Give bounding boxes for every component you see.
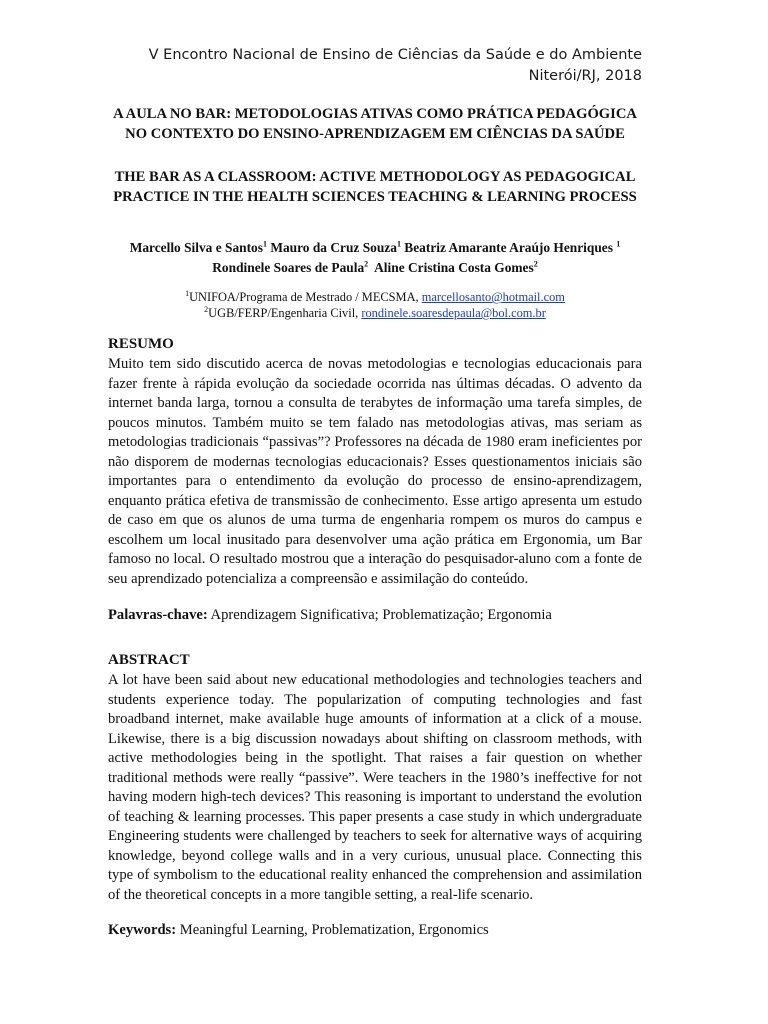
title-english: THE BAR AS A CLASSROOM: ACTIVE METHODOLOGY AS PEDAGOGICAL PRACTICE IN THE HEALTH SCIENCES TEACHING & LEARNING PROCESS [113, 169, 637, 205]
palavras-chave [108, 606, 642, 626]
email-link[interactable]: rondinele.soaresdepaula@bol.com.br [361, 306, 546, 320]
author-list [108, 238, 642, 278]
author-name: Rondinele Soares de Paula [212, 260, 365, 275]
keywords-list: Aprendizagem Significativa; Problematização; Ergonomia [207, 607, 552, 623]
title-portuguese: A AULA NO BAR: METODOLOGIAS ATIVAS COMO PRÁTICA PEDAGÓGICA NO CONTEXTO DO ENSINO-APRENDIZAGEM EM CIÊNCIAS DA SAÚDE [113, 106, 637, 142]
keywords-label: Palavras-chave: [108, 607, 208, 623]
author-name: Aline Cristina Costa Gomes [374, 260, 534, 275]
author-affiliation-mark: 1 [396, 239, 401, 249]
author-name: Mauro da Cruz Souza [270, 240, 397, 255]
author-affiliation-mark: 1 [262, 239, 267, 249]
abstract-text: A lot have been said about new educational methodologies and technologies teachers and students experience today. The popularization of computing technologies and fast broadband internet, make available huge amounts of information at a click of a mouse. Likewise, there is a big discussion nowadays about shifting on classroom methods, with active methodologies being in the spotlight. That raises a fair question on whether traditional methods were really “passive”. Were teachers in the 1980’s ineffective for not having modern high-tech devices? This reasoning is important to understand the evolution of teaching & learning processes. This paper presents a case study in which undergraduate Engineering students were challenged by teachers to seek for alternative ways of acquiring knowledge, beyond college walls and in a very curious, unusual place. Connecting this type of symbolism to the educational reality enhanced the comprehension and assimilation of the theoretical concepts in a more tangible setting, a real-life scenario. [108, 672, 642, 903]
author-affiliation-mark: 2 [364, 259, 369, 269]
email-link[interactable]: marcellosanto@hotmail.com [421, 290, 565, 304]
place-date: Niterói/RJ, 2018 [528, 68, 642, 84]
resumo-heading: RESUMO [108, 336, 174, 352]
author-name: Marcello Silva e Santos [129, 240, 263, 255]
affiliation-2: $^2$UGB/FERP/Engenharia Civil, rondinele.soaresdepaula@bol.com.br [204, 304, 546, 320]
keywords [108, 921, 642, 941]
keywords-list: Meaningful Learning, Problematization, Ergonomics [176, 922, 489, 938]
event-header: V Encontro Nacional de Ensino de Ciências da Saúde e do Ambiente [148, 47, 642, 63]
keywords-label: Keywords: [108, 922, 177, 938]
resumo-text: Muito tem sido discutido acerca de novas metodologias e tecnologias educacionais para fazer frente à rápida evolução da sociedade ocorrida nas últimas décadas. O advento da internet banda larga, tornou a consulta de terabytes de informação uma tarefa simples, de poucos minutos. Também muito se tem falado nas metodologias ativas, mas seriam as metodologias tradicionais “passivas”? Professores na década de 1980 eram ineficientes por não disporem de modernas tecnologias educacionais? Esses questionamentos iniciais são importantes para o entendimento da evolução do processo de ensino-aprendizagem, enquanto prática efetiva de transmissão de conhecimento. Esse artigo apresenta um estudo de caso em que os alunos de uma turma de engenharia rompem os muros do campus e escolhem um local inusitado para desenvolver uma ação prática em Ergonomia, um Bar famoso no local. O resultado mostrou que a interação do pesquisador-aluno com a fonte de seu aprendizado potencializa a compreensão e assimilação do conteúdo. [108, 356, 642, 587]
author-affiliation-mark: 1 [616, 239, 621, 249]
abstract-heading: ABSTRACT [108, 652, 190, 668]
affiliation-1: $^1$UNIFOA/Programa de Mestrado / MECSMA, marcellosanto@hotmail.com [185, 288, 565, 304]
author-name: Beatriz Amarante Araújo Henriques [404, 240, 613, 255]
author-affiliation-mark: 2 [533, 259, 538, 269]
